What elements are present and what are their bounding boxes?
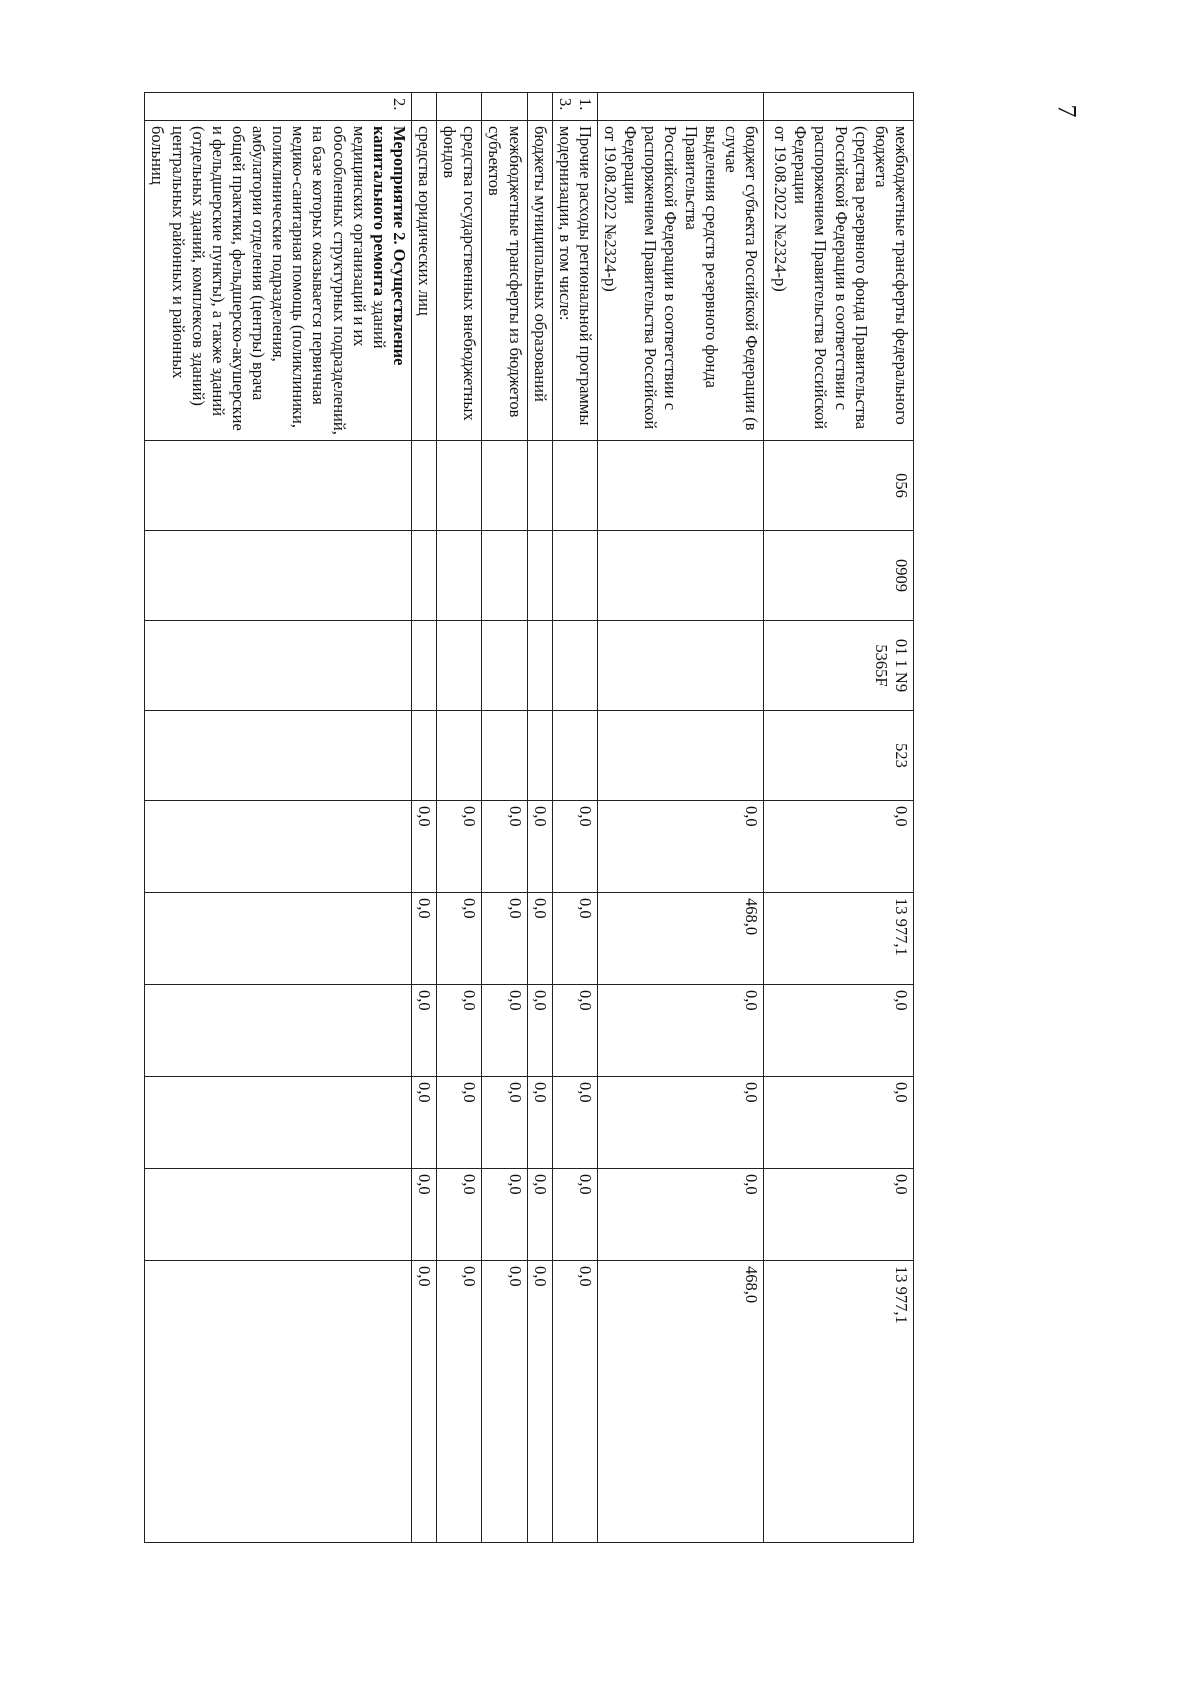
code-rz <box>412 531 437 621</box>
amount-cell: 0,0 <box>482 1169 527 1261</box>
code-grbs <box>482 441 527 531</box>
amount-cell: 0,0 <box>527 1261 552 1543</box>
amount-cell: 0,0 <box>527 985 552 1077</box>
amount-cell: 0,0 <box>437 801 482 893</box>
amount-cell: 0,0 <box>482 985 527 1077</box>
row-number: 1.3. <box>552 93 597 121</box>
amount-cell: 0,0 <box>412 985 437 1077</box>
amount-cell: 468,0 <box>598 1261 764 1543</box>
amount-cell <box>145 985 412 1077</box>
code-vr <box>412 711 437 801</box>
row-description-bold: Мероприятие 2. Осуществление капитального ремонта <box>369 126 409 366</box>
code-csr <box>437 621 482 711</box>
row-description-text: средства юридических лиц <box>415 126 435 316</box>
amount-cell: 0,0 <box>412 893 437 985</box>
row-number <box>482 93 527 121</box>
amount-cell: 0,0 <box>437 1261 482 1543</box>
row-description <box>552 121 597 441</box>
code-rz: 0909 <box>764 531 914 621</box>
page-number: 7 <box>1052 104 1082 118</box>
code-grbs <box>145 441 412 531</box>
amount-cell: 0,0 <box>437 893 482 985</box>
table-row <box>145 93 412 1543</box>
amount-cell: 0,0 <box>412 1261 437 1543</box>
code-rz <box>552 531 597 621</box>
amount-cell: 0,0 <box>412 801 437 893</box>
amount-cell: 0,0 <box>437 985 482 1077</box>
row-description-text: зданий медицинских организаций и их обособленных структурных подразделений, на базе которых оказывается первичная медико-санитарная помощь (поликлиники, поликлинические подразделения, амбулатории отделения (центры) врача общей практики, фельдшерско-акушерские и фельдшерские пункты), а также зданий (отдельных зданий, комплексов зданий) центральных районных и районных больниц <box>148 126 389 435</box>
code-grbs <box>552 441 597 531</box>
row-description <box>598 121 764 441</box>
amount-cell: 0,0 <box>598 985 764 1077</box>
amount-cell: 0,0 <box>482 1261 527 1543</box>
code-csr: 01 1 N9 5365F <box>764 621 914 711</box>
amount-cell: 13 977,1 <box>764 893 914 985</box>
row-number <box>598 93 764 121</box>
amount-cell: 0,0 <box>764 985 914 1077</box>
row-description-text: средства государственных внебюджетных фондов <box>440 126 480 421</box>
amount-cell: 0,0 <box>764 801 914 893</box>
amount-cell: 0,0 <box>527 893 552 985</box>
amount-cell: 0,0 <box>527 1077 552 1169</box>
amount-cell <box>145 1261 412 1543</box>
row-description <box>145 121 412 441</box>
amount-cell: 0,0 <box>412 1169 437 1261</box>
code-rz <box>598 531 764 621</box>
table-row <box>598 93 764 1543</box>
amount-cell: 13 977,1 <box>764 1261 914 1543</box>
code-vr <box>145 711 412 801</box>
code-vr <box>482 711 527 801</box>
code-grbs: 056 <box>764 441 914 531</box>
amount-cell: 0,0 <box>764 1169 914 1261</box>
amount-cell: 0,0 <box>552 1169 597 1261</box>
code-grbs <box>598 441 764 531</box>
amount-cell: 0,0 <box>598 1077 764 1169</box>
code-vr <box>437 711 482 801</box>
table-row <box>552 93 597 1543</box>
amount-cell: 468,0 <box>598 893 764 985</box>
code-grbs <box>437 441 482 531</box>
rotated-table-wrapper <box>92 92 914 1542</box>
row-number: 2. <box>145 93 412 121</box>
amount-cell: 0,0 <box>437 1077 482 1169</box>
amount-cell: 0,0 <box>527 1169 552 1261</box>
amount-cell <box>145 1077 412 1169</box>
code-csr <box>412 621 437 711</box>
code-rz <box>437 531 482 621</box>
table-row <box>437 93 482 1543</box>
code-grbs <box>527 441 552 531</box>
code-vr <box>527 711 552 801</box>
amount-cell: 0,0 <box>437 1169 482 1261</box>
code-rz <box>145 531 412 621</box>
row-description <box>764 121 914 441</box>
amount-cell: 0,0 <box>552 1077 597 1169</box>
table-row <box>527 93 552 1543</box>
row-description <box>437 121 482 441</box>
code-grbs <box>412 441 437 531</box>
amount-cell: 0,0 <box>764 1077 914 1169</box>
row-description <box>412 121 437 441</box>
row-description-text: бюджет субъекта Российской Федерации (в случае выделения средств резервного фонда Правительства Российской Федерации в соответствии с распоряжением Правительства Российской Федерации от 19.08.2022 №2324-р) <box>601 126 761 431</box>
amount-cell: 0,0 <box>552 893 597 985</box>
code-rz <box>482 531 527 621</box>
code-rz <box>527 531 552 621</box>
amount-cell: 0,0 <box>552 985 597 1077</box>
code-csr <box>527 621 552 711</box>
budget-table <box>144 92 914 1543</box>
code-csr <box>482 621 527 711</box>
table-row <box>412 93 437 1543</box>
amount-cell: 0,0 <box>482 893 527 985</box>
amount-cell: 0,0 <box>482 1077 527 1169</box>
code-vr: 523 <box>764 711 914 801</box>
amount-cell <box>145 893 412 985</box>
amount-cell: 0,0 <box>598 801 764 893</box>
amount-cell <box>145 801 412 893</box>
amount-cell: 0,0 <box>552 1261 597 1543</box>
code-csr <box>598 621 764 711</box>
table-row <box>482 93 527 1543</box>
row-description <box>527 121 552 441</box>
row-description <box>482 121 527 441</box>
amount-cell <box>145 1169 412 1261</box>
table-row <box>764 93 914 1543</box>
code-csr <box>145 621 412 711</box>
amount-cell: 0,0 <box>412 1077 437 1169</box>
row-description-text: межбюджетные трансферты федерального бюджета (средства резервного фонда Правительства Российской Федерации в соответствии с распоряжением Правительства Российской Федерации от 19.08.2022 №2324-р) <box>771 126 911 430</box>
row-description-text: межбюджетные трансферты из бюджетов субъектов <box>485 126 525 418</box>
row-number <box>527 93 552 121</box>
table-body <box>145 93 914 1543</box>
row-description-text: Прочие расходы региональной программы модернизации, в том числе: <box>555 126 595 426</box>
code-vr <box>552 711 597 801</box>
amount-cell: 0,0 <box>598 1169 764 1261</box>
amount-cell: 0,0 <box>482 801 527 893</box>
row-number <box>437 93 482 121</box>
code-csr <box>552 621 597 711</box>
amount-cell: 0,0 <box>527 801 552 893</box>
row-number <box>412 93 437 121</box>
row-description-text: бюджеты муниципальных образований <box>530 126 550 402</box>
code-vr <box>598 711 764 801</box>
amount-cell: 0,0 <box>552 801 597 893</box>
row-number <box>764 93 914 121</box>
